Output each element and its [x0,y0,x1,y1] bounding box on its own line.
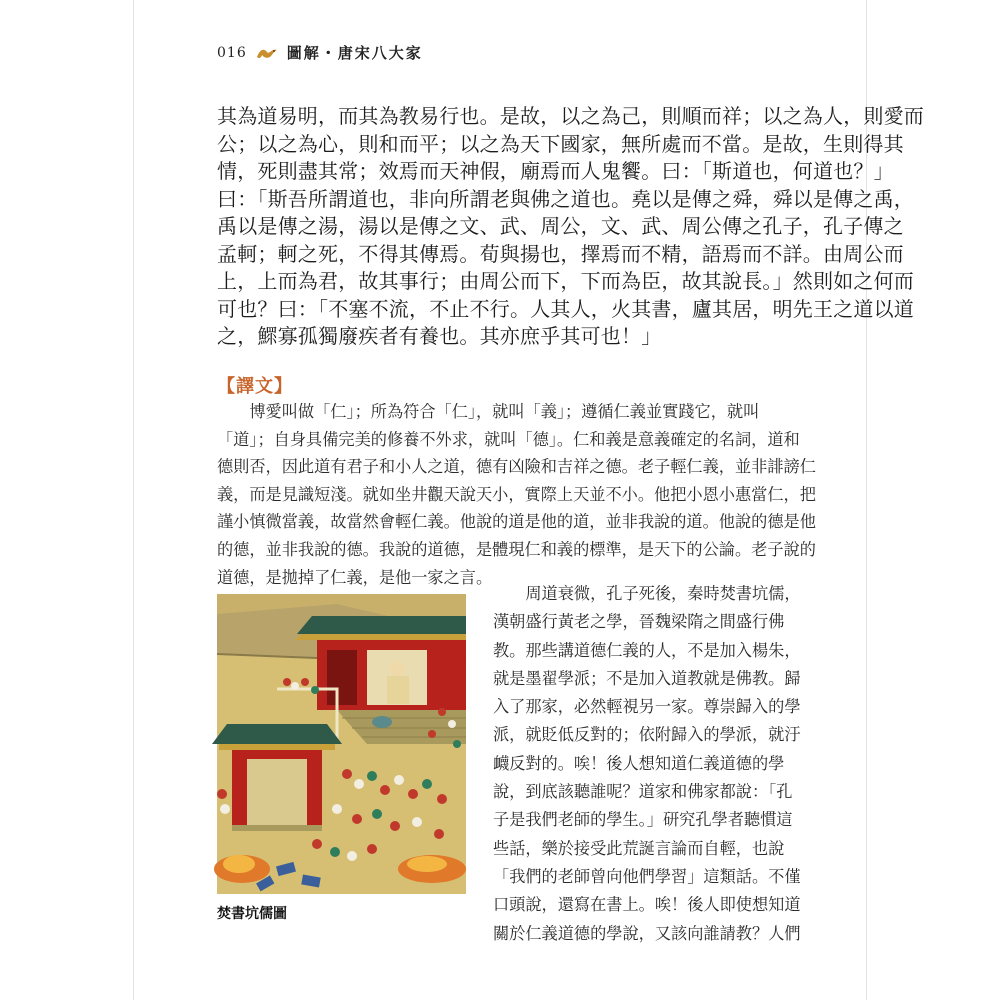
running-header [217,42,423,63]
dragon-emblem-icon [255,45,279,61]
translation-line: 「道」；自身具備完美的修養不外求，就叫「德」。仁和義是意義確定的名詞，道和 [217,429,800,449]
translation-line: 口頭說，還寫在書上。唉！後人即使想知道 [493,895,801,915]
translation-heading: 【譯文】 [217,376,293,397]
classical-line: 禹以是傳之湯，湯以是傳之文、武、周公，文、武、周公傳之孔子，孔子傳之 [217,214,904,238]
translation-line: 衊反對的。唉！後人想知道仁義道德的學 [493,753,785,773]
classical-line: 公；以之為心，則和而平；以之為天下國家，無所處而不當。是故，生則得其 [217,131,904,156]
translation-line: 漢朝盛行黃老之學，晉魏梁隋之間盛行佛 [493,612,785,632]
translation-line: 博愛叫做「仁」；所為符合「仁」，就叫「義」；遵循仁義並實踐它，就叫 [217,402,760,421]
page-number: 016 [217,44,247,61]
classical-line: 上，上而為君，故其事行；由周公而下，下而為臣，故其說長。」然則如之何而 [217,269,914,293]
translation-text-continued [493,580,801,948]
translation-line: 「我們的老師曾向他們學習」這類話。不僅 [493,866,801,886]
classical-line: 之，鰥寡孤獨廢疾者有養也。其亦庶乎其可也！」 [217,324,662,348]
translation-line: 派，就貶低反對的；依附歸入的學派，就汙 [493,725,801,745]
translation-line: 周道衰微，孔子死後，秦時焚書坑儒， [493,584,801,603]
book-burning-painting [217,594,466,894]
translation-line: 謹小慎微當義，故當然會輕仁義。他說的道是他的道，並非我說的道。他說的德是他 [217,512,816,532]
classical-line: 其為道易明，而其為教易行也。是故，以之為己，則順而祥；以之為人，則愛而 [217,104,924,128]
translation-line: 德則否，因此道有君子和小人之道，德有凶險和吉祥之德。老子輕仁義，並非誹謗仁 [217,457,816,477]
translation-line: 教。那些講道德仁義的人，不是加入楊朱， [493,640,801,660]
translation-line: 些話，樂於接受此荒誕言論而自輕，也說 [493,838,785,858]
figure-caption: 焚書坑儒圖 [217,906,287,922]
translation-line: 道德，是拋掉了仁義，是他一家之言。 [217,567,493,587]
translation-line: 就是墨翟學派；不是加入道教就是佛教。歸 [493,668,801,688]
translation-line: 的德，並非我說的德。我說的道德，是體現仁和義的標準，是天下的公論。老子說的 [217,539,816,559]
painting-illustration [217,594,466,894]
translation-text [217,398,816,591]
translation-line: 子是我們老師的學生。」研究孔學者聽慣這 [493,810,793,830]
classical-text [217,103,924,351]
book-title: 圖解・唐宋八大家 [286,44,423,62]
classical-line: 曰：「斯吾所謂道也，非向所謂老與佛之道也。堯以是傳之舜，舜以是傳之禹， [217,186,914,211]
classical-line: 可也？曰：「不塞不流，不止不行。人其人，火其書，廬其居，明先王之道以道 [217,296,914,321]
translation-line: 說，到底該聽誰呢？道家和佛家都說：「孔 [493,782,793,802]
classical-line: 孟軻；軻之死，不得其傳焉。荀與揚也，擇焉而不精，語焉而不詳。由周公而 [217,241,904,266]
translation-line: 關於仁義道德的學說，又該向誰請教？人們 [493,923,801,943]
translation-line: 義，而是見識短淺。就如坐井觀天說天小，實際上天並不小。他把小恩小惠當仁，把 [217,484,816,504]
classical-line: 情，死則盡其常；效焉而天神假，廟焉而人鬼饗。曰：「斯道也，何道也？」 [217,159,894,183]
translation-line: 入了那家，必然輕視另一家。尊崇歸入的學 [493,697,801,717]
